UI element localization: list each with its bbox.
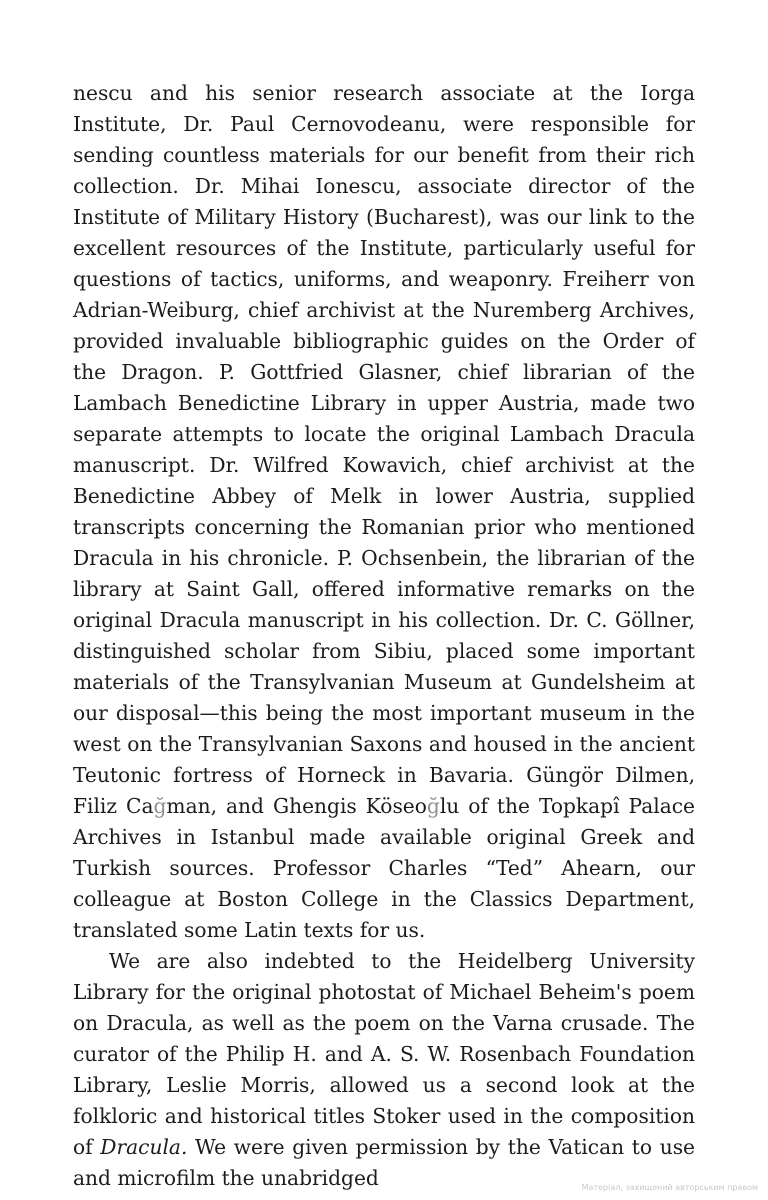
paragraph-1-glyph-2: ğ	[426, 794, 440, 818]
paragraph-acknowledgements-2	[73, 946, 695, 1194]
paragraph-2-text-a: We are also indebted to the Heidelberg University Library for the original photostat of Michael Beheim's poem on Dracula, as well as the poem on the Varna crusade. The curator of the Philip H. and A. S. W. Rosenbach Foundation Library, Leslie Morris, allowed us a second look at the folkloric and historical titles Stoker used in the composition of	[73, 949, 695, 1159]
copyright-watermark: Матеріал, захищений авторським правом	[581, 1183, 758, 1192]
paragraph-1-text-b: man, and Ghengis Köseo	[166, 794, 427, 818]
paragraph-2-text-b: We were given permission by the Vatican to use and microfilm the unabridged	[73, 1135, 696, 1190]
paragraph-1-text-a: nescu and his senior research associate at the Iorga Institute, Dr. Paul Cernovodeanu, were responsible for sending countless materials for our benefit from their rich collection. Dr. Mihai Ionescu, associate director of the Institute of Military History (Bucharest), was our link to the excellent resources of the Institute, particularly useful for questions of tactics, uniforms, and weaponry. Freiherr von Adrian-Weiburg, chief archivist at the Nuremberg Archives, provided invaluable bibliographic guides on the Order of the Dragon. P. Gottfried Glasner, chief librarian of the Lambach Benedictine Library in upper Austria, made two separate attempts to locate the original Lambach Dracula manuscript. Dr. Wilfred Kowavich, chief archivist at the Benedictine Abbey of Melk in lower Austria, supplied transcripts concerning the Romanian prior who mentioned Dracula in his chronicle. P. Ochsenbein, the librarian of the library at Saint Gall, offered informative remarks on the original Dracula manuscript in his collection. Dr. C. Göllner, distinguished scholar from Sibiu, placed some important materials of the Transylvanian Museum at Gundelsheim at our disposal—this being the most important museum in the west on the Transylvanian Saxons and housed in the ancient Teutonic fortress of Horneck in Bavaria. Güngör Dilmen, Filiz Ca	[73, 81, 695, 818]
book-title-dracula: Dracula.	[100, 1135, 188, 1159]
page-body	[73, 78, 695, 1194]
paragraph-1-text-c: lu of the Topkapî Palace Archives in Istanbul made available original Greek and Turkish sources. Professor Charles “Ted” Ahearn, our colleague at Boston College in the Classics Department, translated some Latin texts for us.	[73, 794, 695, 942]
paragraph-1-glyph-1: ğ	[153, 794, 167, 818]
paragraph-acknowledgements-1	[73, 78, 695, 946]
